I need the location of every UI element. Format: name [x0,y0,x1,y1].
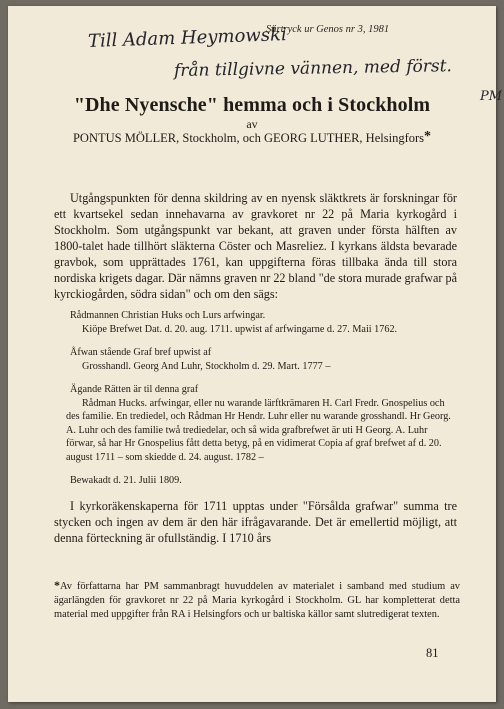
quote-block-4 [54,474,457,488]
author-footnote-marker: * [424,129,432,144]
quote-3-line: Rådman Hucks. arfwingar, eller nu warande lärftkrämaren H. Carl Fredr. Gnospelius och des familie. En trediedel, och Rådman Hr Hendr. Luhr eller nu warande grosshandl. Hr Georg. A. Luhr och des familie twå trediedelar, och så wida grafbrefwet är uti H Georg. A. Luhr förwar, så har Hr Gnospelius fått detta betyg, på en vidimerat Copia af graf brefwet af d. 20. august 1711 – som skiedde d. 24. august. 1782 – [66,397,451,463]
quote-block-2 [54,346,457,373]
quote-block-1 [54,309,457,336]
quote-1-line: Kiöpe Brefwet Dat. d. 20. aug. 1711. upwist af arfwingarne d. 27. Maii 1762. [82,323,398,335]
document-page [8,6,503,702]
dedication-initials: PM [480,89,503,104]
quote-2-head: Åfwan stående Graf bref upwist af [70,347,212,358]
page-number: 81 [426,646,439,660]
article-body [54,190,457,546]
reprint-note: Särtryck ur Genos nr 3, 1981 [266,24,390,35]
quote-block-3 [54,383,457,464]
byline-av: av [246,117,258,131]
quote-2-line: Grosshandl. Georg And Luhr, Stockholm d. 29. Mart. 1777 – [82,360,331,372]
footnote [54,579,460,621]
quote-1-head: Rådmannen Christian Huks och Lurs arfwingar. [70,310,266,321]
footnote-text: Av författarna har PM sammanbragt huvuddelen av materialet i samband med studium av ägarlängden för gravkoret nr 22 på Maria kyrkogård i Stockholm. GL har kompletterat detta material med uppgifter från RA i Helsingfors och ur baltiska källor samt slutredigerat texten. [54,581,460,620]
paragraph-2: I kyrkoräkenskaperna för 1711 upptas under "Försålda grafwar" summa tre stycken och ingen av dem är den här ifrågavarande. Det är emellertid möjligt, att denna förteckning är ofullständig. I 1710 års [54,498,457,545]
footnote-star: * [54,578,60,592]
article-title: "Dhe Nyensche" hemma och i Stockholm [73,94,431,116]
paragraph-1: Utgångspunkten för denna skildring av en nyensk släktkrets är forskningar för ett kvartsekel sedan innehavarna av gravkoret nr 22 på Maria kyrkogård i Stockholm. Som utgångspunkt var bekant, att graven under första hälften av 1800-talet hade tillhört släkterna Cöster och Masreliez. I kyrkans äldsta bevarade gravbok, som upprättades 1761, kan uppgifterna föras tillbaka ända till stora nordiska krigets dagar. Där nämns graven nr 22 bland "de stora murade grafwar på kyrckiogården, södra sidan" och om den sägs: [54,191,457,301]
authors-text: PONTUS MÖLLER, Stockholm, och GEORG LUTHER, Helsingfors [72,131,425,145]
quote-3-head: Ägande Rätten är til denna graf [70,384,199,395]
authors-line [8,129,496,146]
dedication-line-1: Till Adam Heymowski [87,24,288,52]
dedication-line-2: från tillgivne vännen, med först. [173,56,453,81]
quote-4-text: Bewakadt d. 21. Julii 1809. [70,475,182,486]
